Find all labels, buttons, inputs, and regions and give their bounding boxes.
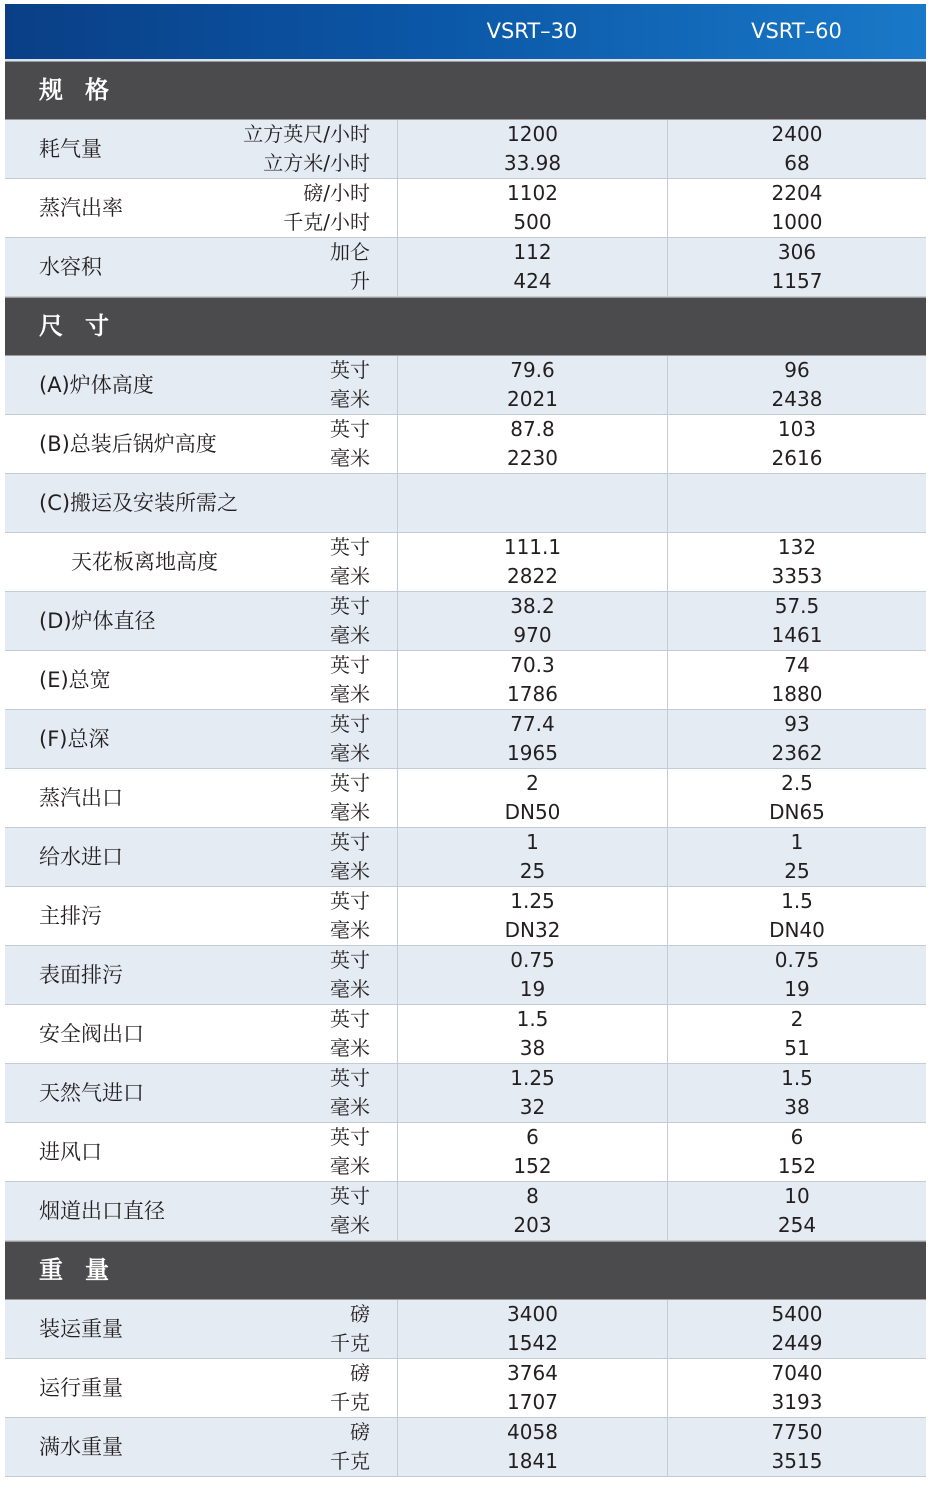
cell-vsrt-30 xyxy=(397,356,667,414)
cell-value: 2230 xyxy=(507,446,558,470)
row-label: 给水进口 xyxy=(39,845,123,869)
section-dimensions xyxy=(5,297,926,356)
cell-vsrt-60 xyxy=(667,415,926,473)
cell-value: 203 xyxy=(513,1213,552,1237)
unit-label: 千克 xyxy=(330,1331,370,1355)
cell-value: 68 xyxy=(784,151,810,175)
unit-label: 升 xyxy=(350,269,370,293)
cell-vsrt-60 xyxy=(667,887,926,945)
cell-value: 3764 xyxy=(507,1361,558,1385)
row-label: (A)炉体高度 xyxy=(39,373,154,397)
unit-label: 毫米 xyxy=(330,1095,370,1119)
cell-vsrt-30 xyxy=(397,415,667,473)
cell-vsrt-30 xyxy=(397,710,667,768)
cell-value: DN32 xyxy=(504,918,561,942)
cell-value: 57.5 xyxy=(774,594,820,618)
cell-value: 1.5 xyxy=(781,889,813,913)
table-row xyxy=(5,710,926,769)
cell-vsrt-60 xyxy=(667,1418,926,1476)
table-row xyxy=(5,356,926,415)
cell-value: 1707 xyxy=(507,1390,558,1414)
cell-vsrt-60 xyxy=(667,651,926,709)
cell-vsrt-30 xyxy=(397,533,667,591)
cell-value: 7040 xyxy=(771,1361,823,1385)
unit-labels xyxy=(330,946,370,1004)
cell-value: 1200 xyxy=(507,122,558,146)
table-row xyxy=(5,1300,926,1359)
cell-value: 1.25 xyxy=(510,889,555,913)
cell-value: 111.1 xyxy=(503,535,562,559)
cell-value: 19 xyxy=(784,977,810,1001)
table-row xyxy=(5,474,926,533)
cell-value: 2400 xyxy=(771,122,823,146)
unit-labels xyxy=(330,1359,370,1417)
cell-vsrt-30 xyxy=(397,1300,667,1358)
unit-label: 英寸 xyxy=(330,1184,370,1208)
cell-vsrt-60 xyxy=(667,1359,926,1417)
cell-vsrt-60 xyxy=(667,1300,926,1358)
unit-label: 英寸 xyxy=(330,830,370,854)
unit-labels xyxy=(330,592,370,650)
cell-vsrt-60 xyxy=(667,1123,926,1181)
cell-vsrt-60 xyxy=(667,828,926,886)
cell-vsrt-30 xyxy=(397,179,667,237)
row-label: 进风口 xyxy=(39,1140,102,1164)
unit-labels xyxy=(330,238,370,296)
table-row xyxy=(5,1005,926,1064)
cell-value: 970 xyxy=(513,623,552,647)
cell-value: 1786 xyxy=(507,682,558,706)
cell-value: 87.8 xyxy=(510,417,555,441)
row-label: (C)搬运及安装所需之 xyxy=(39,491,239,515)
unit-label: 立方米/小时 xyxy=(263,151,370,175)
cell-vsrt-30 xyxy=(397,474,667,532)
cell-value: 2021 xyxy=(507,387,558,411)
cell-value: 0.75 xyxy=(510,948,555,972)
unit-label: 英寸 xyxy=(330,1066,370,1090)
row-label: 表面排污 xyxy=(39,963,123,987)
row-label: 满水重量 xyxy=(39,1435,123,1459)
cell-value: 96 xyxy=(784,358,810,382)
unit-label: 毫米 xyxy=(330,741,370,765)
unit-labels xyxy=(330,887,370,945)
unit-label: 毫米 xyxy=(330,1213,370,1237)
table-row xyxy=(5,238,926,297)
cell-vsrt-30 xyxy=(397,769,667,827)
unit-label: 千克 xyxy=(330,1390,370,1414)
table-row xyxy=(5,651,926,710)
unit-label: 英寸 xyxy=(330,417,370,441)
cell-vsrt-30 xyxy=(397,592,667,650)
cell-value: 1000 xyxy=(771,210,823,234)
cell-value: 3515 xyxy=(771,1449,823,1473)
cell-value: 2362 xyxy=(771,741,823,765)
cell-value: 2616 xyxy=(771,446,823,470)
cell-value: 1.5 xyxy=(781,1066,813,1090)
cell-value: 2 xyxy=(526,771,539,795)
unit-label: 毫米 xyxy=(330,387,370,411)
cell-value: 1542 xyxy=(507,1331,558,1355)
unit-label: 千克 xyxy=(330,1449,370,1473)
cell-value: 1.25 xyxy=(510,1066,555,1090)
table-row xyxy=(5,828,926,887)
cell-value: 38 xyxy=(784,1095,810,1119)
unit-labels xyxy=(330,769,370,827)
row-label: 蒸汽出口 xyxy=(39,786,123,810)
unit-label: 英寸 xyxy=(330,653,370,677)
unit-labels xyxy=(330,828,370,886)
unit-label: 毫米 xyxy=(330,1154,370,1178)
unit-label: 英寸 xyxy=(330,771,370,795)
unit-label: 千克/小时 xyxy=(283,210,370,234)
cell-value: 25 xyxy=(784,859,810,883)
table-row xyxy=(5,887,926,946)
cell-vsrt-60 xyxy=(667,710,926,768)
unit-labels xyxy=(330,1005,370,1063)
cell-value: 103 xyxy=(777,417,817,441)
section-specs xyxy=(5,61,926,120)
unit-labels xyxy=(243,120,370,178)
cell-value: 2 xyxy=(790,1007,804,1031)
cell-vsrt-60 xyxy=(667,946,926,1004)
spec-table xyxy=(5,4,926,1477)
cell-value: 254 xyxy=(777,1213,817,1237)
cell-value: 6 xyxy=(790,1125,804,1149)
cell-value: 79.6 xyxy=(510,358,555,382)
cell-value: 51 xyxy=(784,1036,810,1060)
cell-value: 306 xyxy=(777,240,817,264)
cell-value: DN40 xyxy=(769,918,825,942)
unit-label: 毫米 xyxy=(330,446,370,470)
unit-label: 毫米 xyxy=(330,682,370,706)
cell-value: 1880 xyxy=(771,682,823,706)
cell-vsrt-60 xyxy=(667,179,926,237)
unit-labels xyxy=(283,179,370,237)
cell-vsrt-60 xyxy=(667,533,926,591)
column-header-vsrt-60: VSRT–60 xyxy=(751,19,842,43)
cell-value: 77.4 xyxy=(510,712,555,736)
table-row xyxy=(5,1123,926,1182)
row-label: 安全阀出口 xyxy=(39,1022,144,1046)
cell-vsrt-60 xyxy=(667,769,926,827)
unit-label: 英寸 xyxy=(330,1125,370,1149)
cell-vsrt-30 xyxy=(397,946,667,1004)
cell-vsrt-60 xyxy=(667,1005,926,1063)
cell-value: 33.98 xyxy=(503,151,562,175)
cell-value: 2204 xyxy=(771,181,823,205)
unit-label: 英寸 xyxy=(330,948,370,972)
cell-vsrt-30 xyxy=(397,828,667,886)
column-header-vsrt-30: VSRT–30 xyxy=(486,19,578,43)
cell-vsrt-30 xyxy=(397,1005,667,1063)
unit-label: 毫米 xyxy=(330,918,370,942)
table-row xyxy=(5,592,926,651)
cell-vsrt-30 xyxy=(397,1182,667,1240)
table-row xyxy=(5,415,926,474)
cell-vsrt-30 xyxy=(397,1123,667,1181)
cell-value: 1.5 xyxy=(516,1007,549,1031)
cell-value: 7750 xyxy=(771,1420,823,1444)
cell-value: 3353 xyxy=(771,564,823,588)
cell-value: 2449 xyxy=(771,1331,823,1355)
cell-value: 1157 xyxy=(771,269,823,293)
unit-label: 英寸 xyxy=(330,712,370,736)
cell-vsrt-60 xyxy=(667,592,926,650)
cell-value xyxy=(668,503,926,532)
unit-labels xyxy=(330,651,370,709)
cell-vsrt-60 xyxy=(667,238,926,296)
cell-value: 74 xyxy=(784,653,810,677)
cell-vsrt-30 xyxy=(397,1064,667,1122)
cell-value: 38.2 xyxy=(510,594,555,618)
unit-label: 毫米 xyxy=(330,1036,370,1060)
unit-label: 毫米 xyxy=(330,623,370,647)
unit-labels xyxy=(330,710,370,768)
row-label: 耗气量 xyxy=(39,137,102,161)
unit-labels xyxy=(330,356,370,414)
section-title: 重量 xyxy=(39,1256,131,1284)
cell-value: 1965 xyxy=(507,741,558,765)
cell-value: DN65 xyxy=(769,800,825,824)
cell-value: 2438 xyxy=(771,387,823,411)
cell-value: 25 xyxy=(519,859,546,883)
unit-label: 英寸 xyxy=(330,358,370,382)
unit-labels xyxy=(330,1064,370,1122)
table-row xyxy=(5,1359,926,1418)
unit-labels xyxy=(330,415,370,473)
table-row xyxy=(5,533,926,592)
unit-label: 毫米 xyxy=(330,977,370,1001)
unit-label: 英寸 xyxy=(330,594,370,618)
table-row xyxy=(5,946,926,1005)
cell-value: 6 xyxy=(526,1125,539,1149)
row-label: (F)总深 xyxy=(39,727,110,751)
table-row xyxy=(5,179,926,238)
unit-labels xyxy=(330,533,370,591)
cell-value: 1841 xyxy=(507,1449,558,1473)
row-label: 天花板离地高度 xyxy=(71,550,218,574)
unit-label: 磅 xyxy=(350,1420,370,1444)
table-body xyxy=(5,61,926,1477)
cell-value xyxy=(668,474,926,503)
unit-labels xyxy=(330,1123,370,1181)
unit-label: 毫米 xyxy=(330,859,370,883)
cell-vsrt-30 xyxy=(397,238,667,296)
cell-vsrt-30 xyxy=(397,1418,667,1476)
cell-vsrt-60 xyxy=(667,120,926,178)
cell-value: 2.5 xyxy=(781,771,813,795)
row-label: 蒸汽出率 xyxy=(39,196,123,220)
cell-value: 19 xyxy=(519,977,546,1001)
cell-vsrt-60 xyxy=(667,474,926,532)
cell-value: 5400 xyxy=(771,1302,823,1326)
cell-value xyxy=(398,474,667,503)
cell-value: 10 xyxy=(784,1184,810,1208)
cell-value: 3193 xyxy=(771,1390,823,1414)
cell-value: 1 xyxy=(526,830,539,854)
unit-label: 英寸 xyxy=(330,889,370,913)
cell-value: DN50 xyxy=(504,800,561,824)
unit-label: 毫米 xyxy=(330,800,370,824)
row-label: 运行重量 xyxy=(39,1376,123,1400)
cell-value: 4058 xyxy=(507,1420,558,1444)
cell-value: 8 xyxy=(526,1184,539,1208)
cell-vsrt-30 xyxy=(397,651,667,709)
cell-value: 1102 xyxy=(507,181,558,205)
unit-label: 立方英尺/小时 xyxy=(243,122,370,146)
cell-vsrt-30 xyxy=(397,120,667,178)
cell-value: 132 xyxy=(777,535,817,559)
row-label: 天然气进口 xyxy=(39,1081,144,1105)
cell-value: 112 xyxy=(513,240,552,264)
table-header xyxy=(5,4,926,61)
table-row xyxy=(5,1182,926,1241)
row-label: (D)炉体直径 xyxy=(39,609,156,633)
cell-value: 38 xyxy=(519,1036,546,1060)
cell-vsrt-30 xyxy=(397,887,667,945)
cell-vsrt-60 xyxy=(667,1064,926,1122)
unit-label: 磅 xyxy=(350,1302,370,1326)
cell-value: 1461 xyxy=(771,623,823,647)
cell-value: 32 xyxy=(519,1095,546,1119)
cell-vsrt-60 xyxy=(667,1182,926,1240)
cell-value xyxy=(398,503,667,532)
unit-label: 英寸 xyxy=(330,1007,370,1031)
unit-labels xyxy=(330,1182,370,1240)
row-label: 装运重量 xyxy=(39,1317,123,1341)
unit-label: 毫米 xyxy=(330,564,370,588)
table-row xyxy=(5,1418,926,1477)
row-label: (E)总宽 xyxy=(39,668,111,692)
row-label: 水容积 xyxy=(39,255,102,279)
row-label: 主排污 xyxy=(39,904,102,928)
cell-vsrt-30 xyxy=(397,1359,667,1417)
row-label: (B)总装后锅炉高度 xyxy=(39,432,217,456)
cell-value: 70.3 xyxy=(510,653,555,677)
cell-value: 500 xyxy=(513,210,552,234)
unit-label: 磅 xyxy=(350,1361,370,1385)
section-title: 尺寸 xyxy=(39,312,131,340)
row-label: 烟道出口直径 xyxy=(39,1199,165,1223)
cell-value: 152 xyxy=(777,1154,817,1178)
unit-label: 英寸 xyxy=(330,535,370,559)
unit-label: 磅/小时 xyxy=(303,181,370,205)
table-row xyxy=(5,769,926,828)
cell-vsrt-60 xyxy=(667,356,926,414)
cell-value: 2822 xyxy=(507,564,558,588)
unit-labels xyxy=(330,1300,370,1358)
section-weight xyxy=(5,1241,926,1300)
cell-value: 1 xyxy=(790,830,804,854)
unit-labels xyxy=(330,1418,370,1476)
table-row xyxy=(5,120,926,179)
section-title: 规格 xyxy=(39,76,131,104)
cell-value: 424 xyxy=(513,269,552,293)
cell-value: 3400 xyxy=(507,1302,558,1326)
cell-value: 152 xyxy=(513,1154,552,1178)
unit-label: 加仑 xyxy=(330,240,370,264)
cell-value: 93 xyxy=(784,712,810,736)
cell-value: 0.75 xyxy=(774,948,820,972)
table-row xyxy=(5,1064,926,1123)
